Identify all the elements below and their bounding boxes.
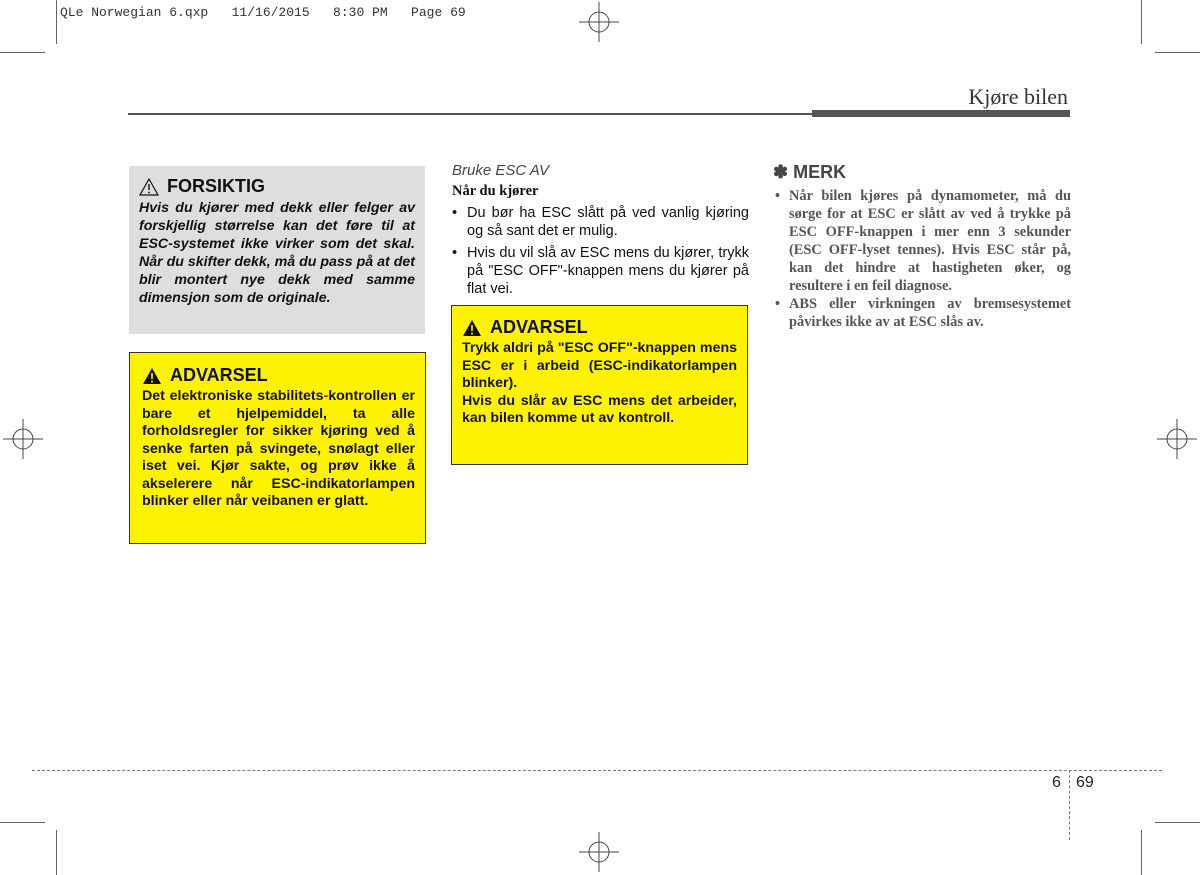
warning-text-part: Det elektroniske stabilitets — [142, 388, 324, 404]
registration-mark-icon — [579, 832, 619, 872]
note-star-icon: ✽ — [773, 162, 789, 182]
crop-mark — [56, 830, 57, 875]
warning-heading-row — [462, 317, 737, 338]
registration-mark-icon — [1157, 419, 1197, 459]
crop-mark — [56, 0, 57, 44]
warning-paragraph: Trykk aldri på "ESC OFF"-knappen mens ESC er i arbeid (ESC-indikatorlampen blinker). — [462, 340, 737, 391]
warning-text — [462, 340, 737, 428]
chapter-header-title: Kjøre bilen — [968, 84, 1068, 109]
header-rule — [128, 113, 812, 115]
list-item: • Når bilen kjøres på dynamometer, må du sørge for at ESC er slått av ved å trykke på ESC OFF-knappen i mer enn 3 sekunder (ESC OFF-lyset tennes). Hvis ESC står på, kan det hindre at hastigheten øker, og resultere i en feil diagnose. — [773, 187, 1071, 295]
warning-heading-row — [142, 365, 415, 386]
crop-mark — [1141, 0, 1142, 44]
crop-mark — [0, 822, 45, 823]
warning-paragraph: Hvis du slår av ESC mens det arbeider, kan bilen komme ut av kontroll. — [462, 392, 737, 426]
section-subtitle: Når du kjører — [452, 183, 539, 199]
list-item: • ABS eller virkningen av bremsesystemet påvirkes ikke av at ESC slås av. — [773, 295, 1071, 331]
print-slug: QLe Norwegian 6.qxp 11/16/2015 8:30 PM Page 69 — [60, 5, 466, 20]
warning-box-left — [129, 352, 426, 544]
note-list — [773, 187, 1071, 331]
crop-mark — [1141, 830, 1142, 875]
list-item: • Hvis du vil slå av ESC mens du kjører, trykk på "ESC OFF"-knappen mens du kjører på flat vei. — [452, 244, 749, 298]
crop-mark — [0, 52, 45, 53]
caution-heading-row — [139, 176, 415, 197]
footer-dashed-rule — [32, 770, 1162, 771]
warning-outline-icon — [139, 178, 159, 196]
red-hyphen: - — [323, 388, 329, 404]
registration-mark-icon — [3, 419, 43, 459]
note-heading: MERK — [793, 162, 847, 182]
warning-text-part: kontrollen er bare et hjelpemiddel, ta alle forholdsregler for sikker kjøring ved å senke farten på svingete, snølagt eller iset vei. Kjør sakte, og prøv ikke å akselerere når ESC-indikatorlampen blinker eller når veibanen er glatt. — [142, 388, 415, 509]
footer-dashed-divider — [1069, 770, 1070, 840]
warning-heading: ADVARSEL — [170, 365, 268, 385]
warning-box-middle — [451, 305, 748, 465]
note-heading-row — [773, 162, 846, 183]
list-item: • Du bør ha ESC slått på ved vanlig kjøring og så sant det er mulig. — [452, 204, 749, 240]
warning-heading: ADVARSEL — [490, 317, 588, 337]
section-bullet-list — [452, 204, 749, 302]
caution-box — [129, 166, 425, 334]
warning-text — [142, 388, 415, 511]
warning-filled-icon — [142, 367, 162, 385]
crop-mark — [1155, 822, 1200, 823]
warning-filled-icon — [462, 319, 482, 337]
caution-text: Hvis du kjører med dekk eller felger av forskjellig størrelse kan det føre til at ESC-systemet ikke virker som det skal. Når du skifter dekk, må du pass på at det blir montert nye dekk med samme dimensjon som de originale. — [139, 200, 415, 306]
caution-heading: FORSIKTIG — [167, 176, 265, 196]
chapter-number: 6 — [1052, 774, 1061, 791]
header-rule-thick — [812, 110, 1070, 117]
crop-mark — [1155, 52, 1200, 53]
page-number: 69 — [1076, 774, 1094, 791]
section-title: Bruke ESC AV — [452, 162, 549, 179]
registration-mark-icon — [579, 2, 619, 42]
